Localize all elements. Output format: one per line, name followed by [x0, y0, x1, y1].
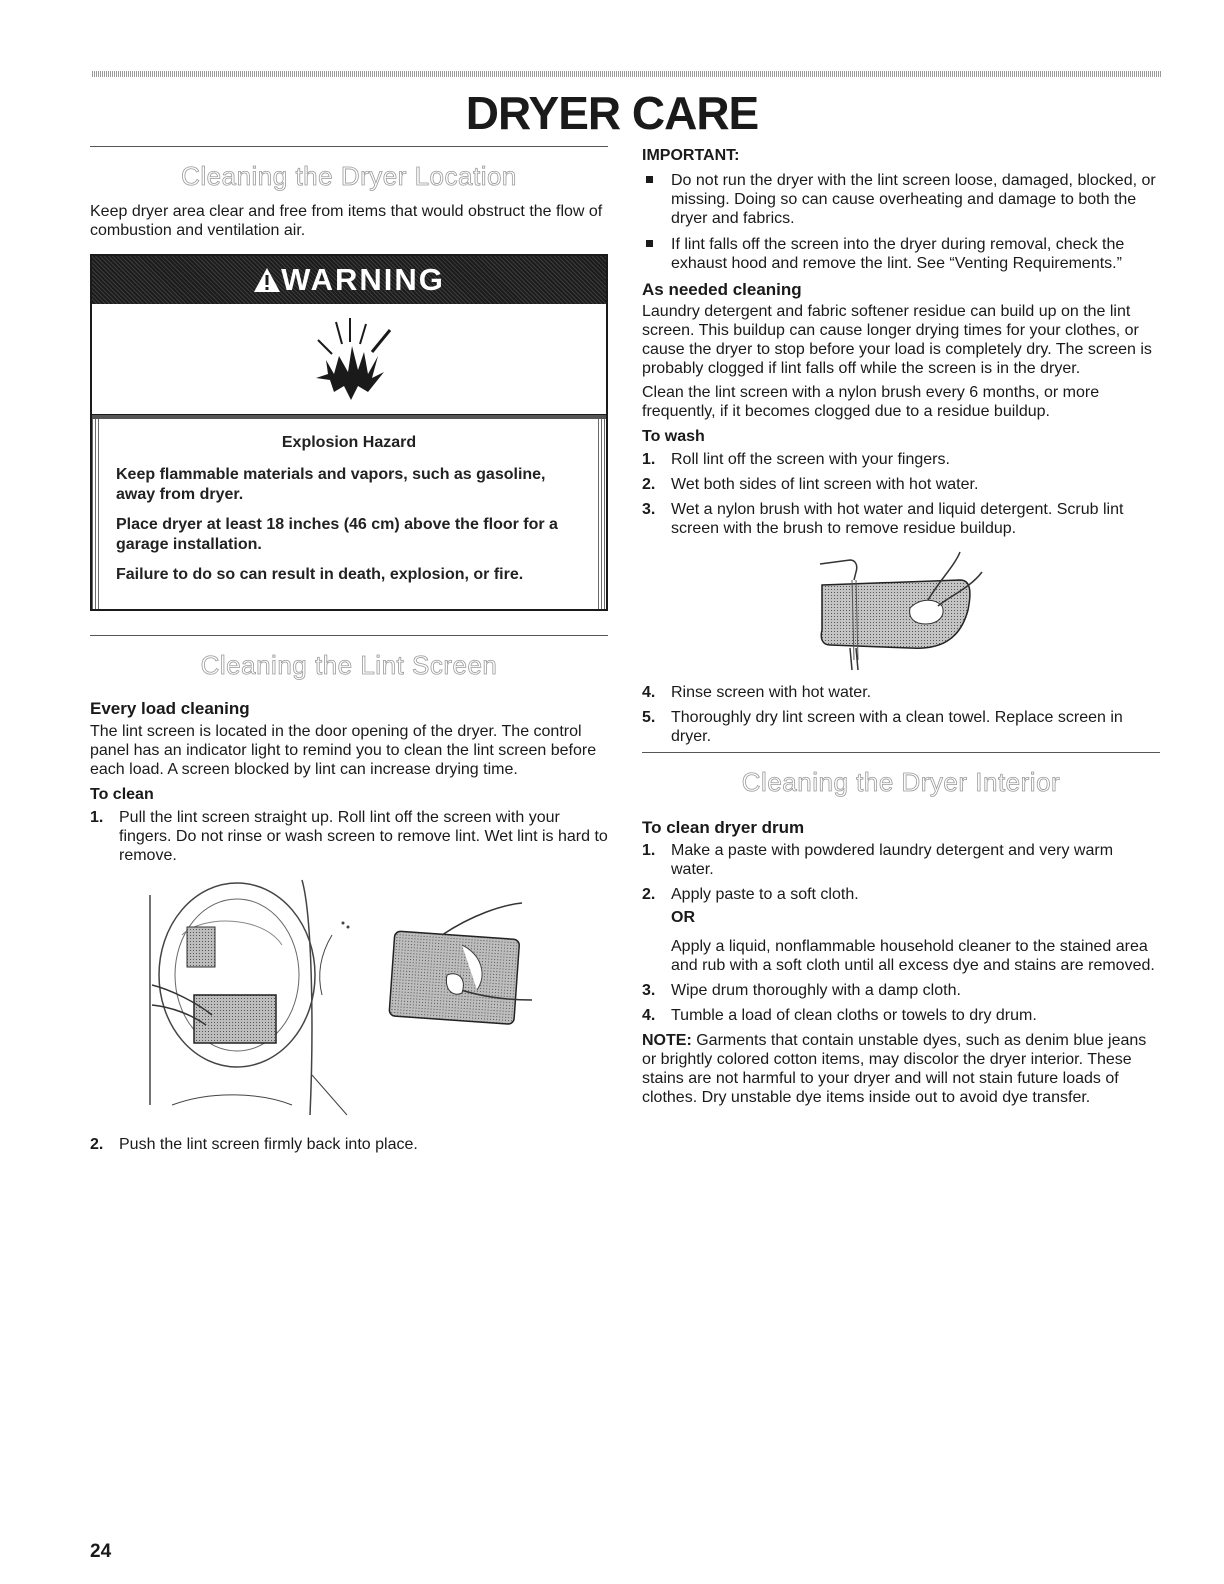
note-label: NOTE: — [642, 1032, 692, 1049]
or-label: OR — [671, 909, 695, 926]
list-item: 2. Push the lint screen firmly back into place. — [90, 1136, 418, 1153]
list-item: 1. Roll lint off the screen with your fingers. — [642, 451, 950, 468]
list-item: 4. Rinse screen with hot water. — [642, 684, 872, 701]
note-paragraph — [642, 1031, 1160, 1107]
warning-text — [92, 415, 606, 609]
drum-title: To clean dryer drum — [642, 818, 805, 837]
warning-label: WARNING — [253, 262, 445, 298]
every-load-body: The lint screen is located in the door opening of the dryer. The control panel has an indicator light to remind you to clean the lint screen before each load. A screen blocked by lint can increase drying time. — [90, 723, 597, 778]
warning-line: Failure to do so can result in death, explosion, or fire. — [116, 566, 524, 583]
to-clean-steps — [90, 808, 608, 865]
page-number: 24 — [90, 1541, 112, 1562]
warning-icon-area — [92, 304, 606, 415]
every-load-title: Every load cleaning — [90, 699, 250, 718]
left-column — [90, 146, 608, 1160]
list-item: Do not run the dryer with the lint screen loose, damaged, blocked, or missing. Doing so can cause overheating and damage to both the dryer and fabrics. — [642, 171, 1160, 228]
drum-steps — [642, 841, 1160, 1025]
warning-header — [92, 256, 606, 304]
list-item: 1. Pull the lint screen straight up. Roll lint off the screen with your fingers. Do not rinse or wash screen to remove lint. Wet lint is hard to remove. — [90, 809, 608, 864]
to-clean-title: To clean — [90, 786, 154, 803]
warning-box — [90, 254, 608, 611]
right-column — [642, 146, 1160, 1107]
to-wash-steps — [642, 450, 1160, 538]
as-needed-body: Laundry detergent and fabric softener residue can build up on the lint screen. This buildup can cause longer drying times for your clothes, or cause the dryer to stop before your load is completely dry. The screen is probably clogged if lint falls off while the screen is in the dryer. — [642, 303, 1152, 377]
section-divider — [90, 146, 608, 147]
explosion-icon — [306, 316, 396, 406]
list-item: 3. Wet a nylon brush with hot water and liquid detergent. Scrub lint screen with the brush to remove residue buildup. — [642, 501, 1124, 537]
to-clean-steps-cont — [90, 1135, 608, 1154]
warning-triangle-icon — [253, 267, 281, 293]
page-title: DRYER CARE — [465, 87, 759, 139]
top-rule — [92, 71, 1162, 77]
location-body: Keep dryer area clear and free from items that would obstruct the flow of combustion and ventilation air. — [90, 203, 603, 239]
list-item: If lint falls off the screen into the dryer during removal, check the exhaust hood and remove the lint. See “Venting Requirements.” — [642, 235, 1160, 273]
section-divider — [90, 635, 608, 636]
lint-removal-illustration — [142, 875, 562, 1125]
section-divider — [642, 752, 1160, 753]
as-needed-body-2: Clean the lint screen with a nylon brush every 6 months, or more frequently, if it becomes clogged due to a residue buildup. — [642, 384, 1100, 420]
as-needed-title: As needed cleaning — [642, 280, 802, 299]
section-heading-interior: Cleaning the Dryer Interior — [741, 767, 1061, 797]
list-item: 2. Apply paste to a soft cloth. OR Apply a liquid, nonflammable household cleaner to the stained area and rub with a soft cloth until all excess dye and stains are removed. — [642, 885, 1160, 975]
important-list — [642, 171, 1160, 273]
warning-line: Keep flammable materials and vapors, such as gasoline, away from dryer. — [116, 466, 546, 503]
section-heading-location: Cleaning the Dryer Location — [181, 161, 517, 191]
to-wash-title: To wash — [642, 428, 705, 445]
list-item: 2. Wet both sides of lint screen with hot water. — [642, 476, 979, 493]
section-heading-lint: Cleaning the Lint Screen — [200, 650, 498, 680]
warning-hazard: Explosion Hazard — [281, 434, 417, 451]
to-wash-steps-cont — [642, 683, 1160, 746]
list-item: 1. Make a paste with powdered laundry detergent and very warm water. — [642, 842, 1114, 878]
lint-wash-illustration — [810, 550, 990, 675]
note-text: Garments that contain unstable dyes, such as denim blue jeans or brightly colored cotton items, may discolor the dryer interior. These stains are not harmful to your dryer and will not stain future loads of clothes. Dry unstable dye items inside out to avoid dye transfer. — [642, 1032, 1147, 1106]
warning-line: Place dryer at least 18 inches (46 cm) above the floor for a garage installation. — [116, 516, 558, 553]
important-title: IMPORTANT: — [642, 147, 740, 164]
alt-cleaner-text: Apply a liquid, nonflammable household cleaner to the stained area and rub with a soft cloth until all excess dye and stains are removed. — [671, 938, 1155, 974]
list-item: 3. Wipe drum thoroughly with a damp cloth. — [642, 982, 961, 999]
list-item: 5. Thoroughly dry lint screen with a clean towel. Replace screen in dryer. — [642, 709, 1123, 745]
list-item: 4. Tumble a load of clean cloths or towels to dry drum. — [642, 1007, 1037, 1024]
